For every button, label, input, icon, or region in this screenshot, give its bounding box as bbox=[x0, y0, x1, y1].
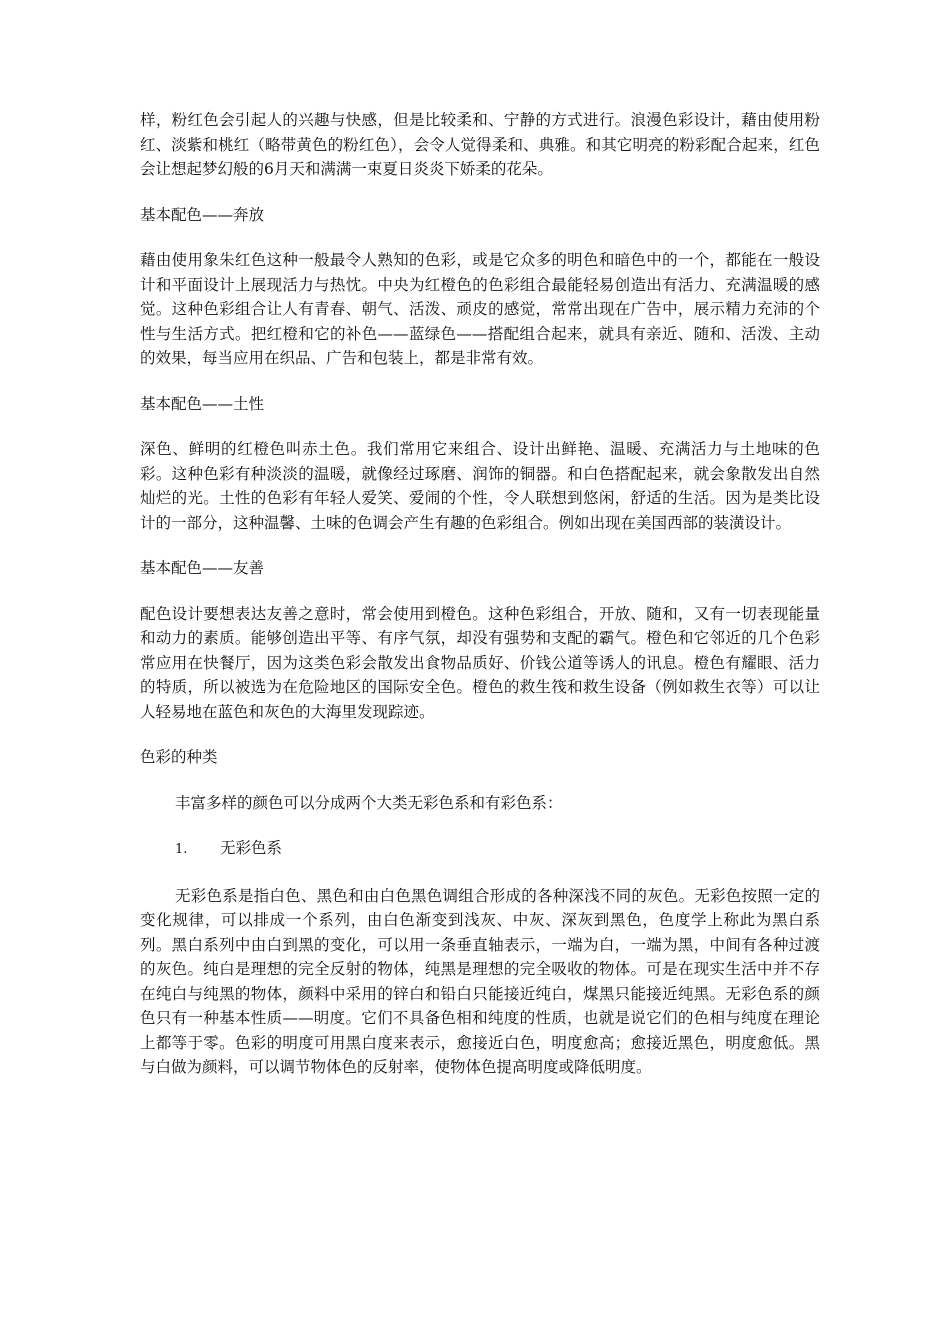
heading-earthy-colors: 基本配色——土性 bbox=[140, 394, 265, 413]
paragraph-achromatic: 无彩色系是指白色、黑色和由白色黑色调组合形成的各种深浅不同的灰色。无彩色按照一定的变化规律，可以排成一个系列，由白色渐变到浅灰、中灰、深灰到黑色，色度学上称此为黑白系列。黑白系列中由白到黑的变化，可以用一条垂直轴表示，一端为白，一端为黑，中间有各种过渡的灰色。纯白是理想的完全反射的物体，纯黑是理想的完全吸收的物体。可是在现实生活中并不存在纯白与纯黑的物体，颜料中采用的锌白和铅白只能接近纯白，煤黑只能接近纯黑。无彩色系的颜色只有一种基本性质——明度。它们不具备色相和纯度的性质，也就是说它们的色相与纯度在理论上都等于零。色彩的明度可用黑白度来表示，愈接近白色，明度愈高；愈接近黑色，明度愈低。黑与白做为颜料，可以调节物体色的反射率，使物体色提高明度或降低明度。 bbox=[140, 886, 820, 1076]
paragraph-bold-colors: 藉由使用象朱红色这种一般最令人熟知的色彩，或是它众多的明色和暗色中的一个，都能在一般设计和平面设计上展现活力与热忱。中央为红橙色的色彩组合最能轻易创造出有活力、充满温暖的感觉。这种色彩组合让人有青春、朝气、活泼、顽皮的感觉，常常出现在广告中，展示精力充沛的个性与生活方式。把红橙和它的补色——蓝绿色——搭配组合起来，就具有亲近、随和、活泼、主动的效果，每当应用在织品、广告和包装上，都是非常有效。 bbox=[140, 251, 820, 367]
heading-bold-colors: 基本配色——奔放 bbox=[140, 205, 265, 224]
paragraph-color-categories: 丰富多样的颜色可以分成两个大类无彩色系和有彩色系： bbox=[175, 793, 563, 812]
paragraph-romantic-pink: 样，粉红色会引起人的兴趣与快感，但是比较柔和、宁静的方式进行。浪漫色彩设计，藉由使用粉红、淡紫和桃红（略带黄色的粉红色），会令人觉得柔和、典雅。和其它明亮的粉彩配合起来，红色会让想起梦幻般的6月天和满满一束夏日炎炎下娇柔的花朵。 bbox=[140, 111, 820, 178]
heading-friendly-colors: 基本配色——友善 bbox=[140, 559, 265, 577]
list-item-achromatic bbox=[140, 836, 820, 863]
paragraph-friendly-colors: 配色设计要想表达友善之意时，常会使用到橙色。这种色彩组合，开放、随和，又有一切表现能量和动力的素质。能够创造出平等、有序气氛，却没有强势和支配的霸气。橙色和它邻近的几个色彩常应用在快餐厅，因为这类色彩会散发出食物品质好、价钱公道等诱人的讯息。橙色有耀眼、活力的特质，所以被选为在危险地区的国际安全色。橙色的救生筏和救生设备（例如救生衣等）可以让人轻易地在蓝色和灰色的大海里发现踪迹。 bbox=[140, 604, 820, 721]
list-item-label: 无彩色系 bbox=[220, 839, 283, 857]
heading-color-types: 色彩的种类 bbox=[140, 748, 218, 766]
list-number: 1. bbox=[175, 842, 188, 857]
paragraph-earthy-colors: 深色、鲜明的红橙色叫赤土色。我们常用它来组合、设计出鲜艳、温暖、充满活力与土地味的色彩。这种色彩有种淡淡的温暖，就像经过琢磨、润饰的铜器。和白色搭配起来，就会象散发出自然灿烂的光。土性的色彩有年轻人爱笑、爱闹的个性，令人联想到悠闲，舒适的生活。因为是类比设计的一部分，这种温馨、土味的色调会产生有趣的色彩组合。例如出现在美国西部的装潢设计。 bbox=[140, 440, 820, 532]
document-page bbox=[140, 108, 820, 1101]
